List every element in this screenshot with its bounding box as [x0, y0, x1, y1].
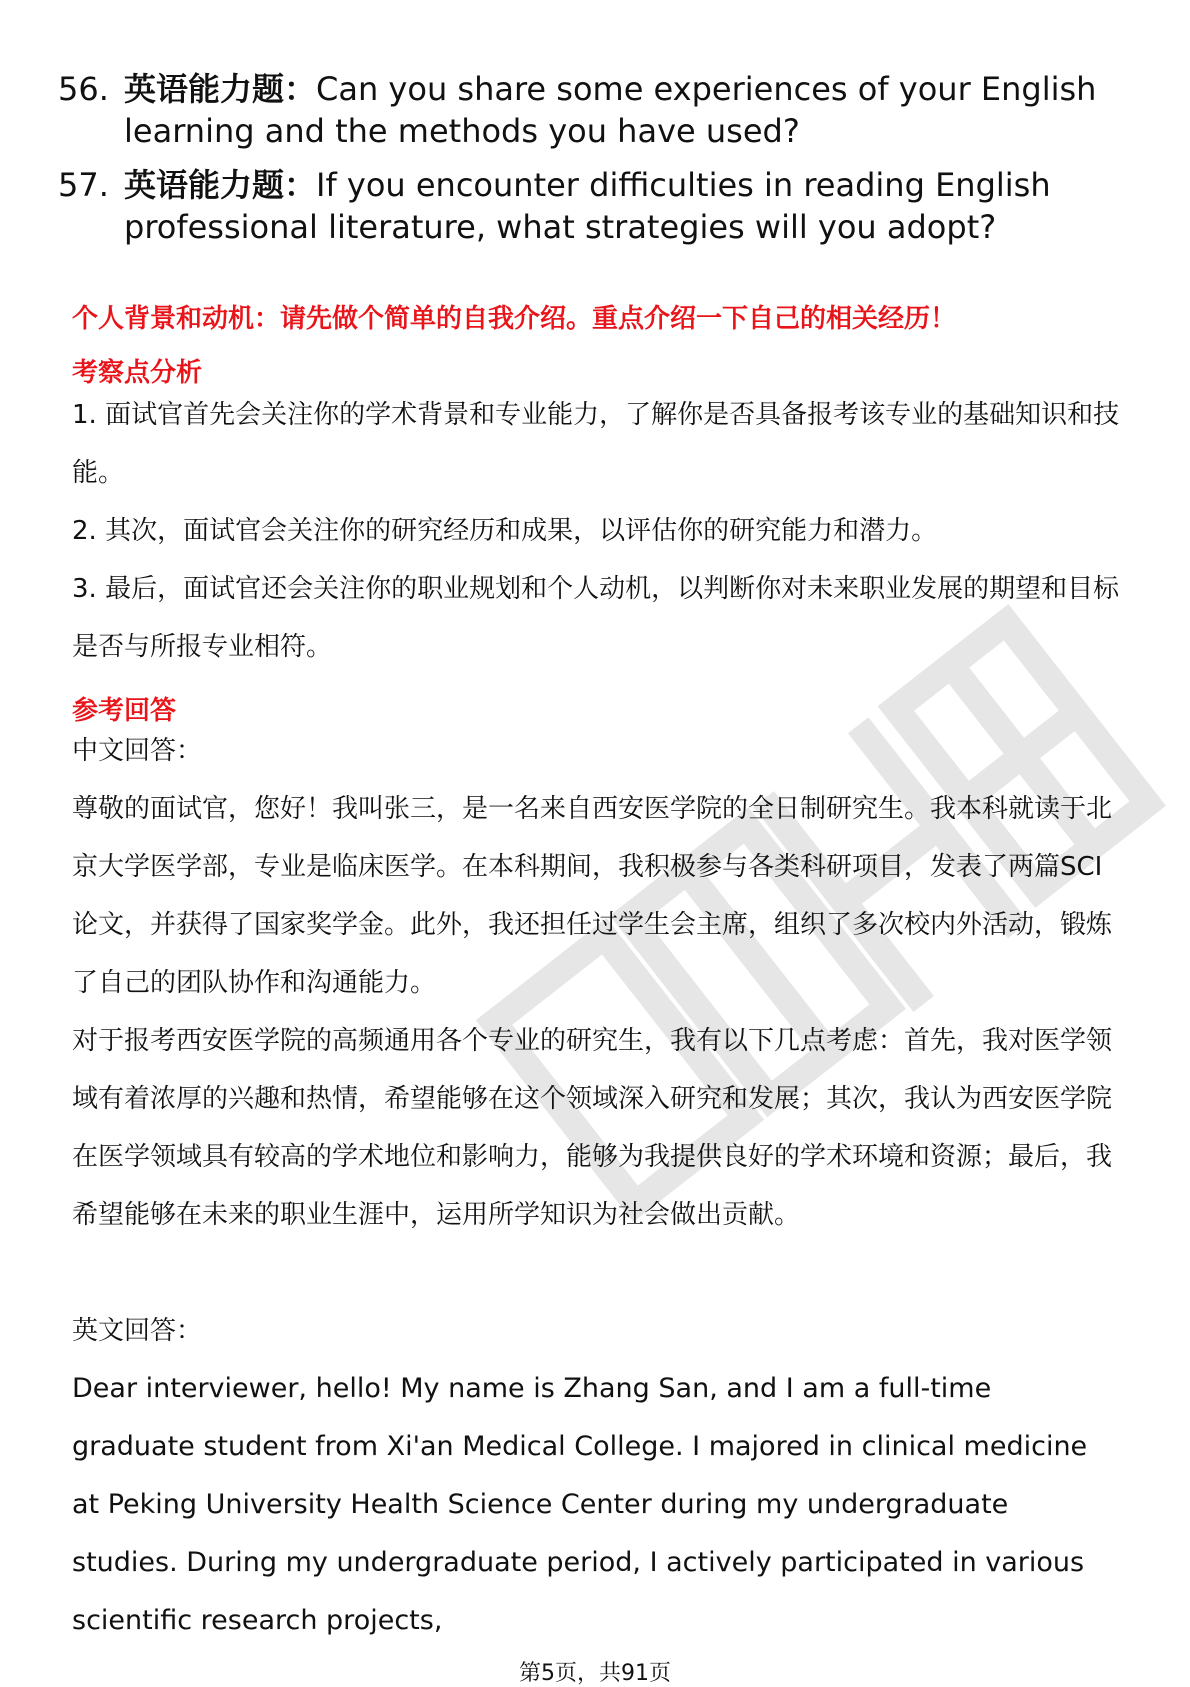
page-footer: 第5页，共91页: [519, 1661, 671, 1686]
question-text: If you encounter difficulties in reading English professional literature, what strategies will you adopt?: [124, 166, 1051, 246]
english-answer-label: 英文回答：: [72, 1316, 203, 1346]
question-57: [58, 164, 1138, 248]
question-tag: 英语能力题：: [124, 166, 317, 204]
question-number: 57.: [58, 166, 109, 204]
reference-title: 参考回答: [72, 696, 177, 726]
chinese-answer-paragraph-1: 尊敬的面试官，您好！我叫张三，是一名来自西安医学院的全日制研究生。我本科就读于北京大学医学部，专业是临床医学。在本科期间，我积极参与各类科研项目，发表了两篇SCI论文，并获得了国家奖学金。此外，我还担任过学生会主席，组织了多次校内外活动，锻炼了自己的团队协作和沟通能力。: [72, 794, 1113, 998]
question-number: 56.: [58, 70, 109, 108]
english-answer-text: Dear interviewer, hello! My name is Zhang San, and I am a full-time graduate student from Xi'an Medical College. I majored in clinical medicine at Peking University Health Science Center during my undergraduate studies. During my undergraduate period, I actively participated in various scientific research projects,: [72, 1373, 1088, 1636]
analysis-title: 考察点分析: [72, 358, 203, 388]
question-text: Can you share some experiences of your English learning and the methods you have used?: [124, 70, 1097, 150]
question-56: [58, 68, 1138, 152]
question-tag: 英语能力题：: [124, 70, 317, 108]
section-heading: 个人背景和动机：请先做个简单的自我介绍。重点介绍一下自己的相关经历！: [72, 304, 957, 334]
chinese-answer-label: 中文回答：: [72, 736, 203, 766]
analysis-point-2: 2. 其次，面试官会关注你的研究经历和成果，以评估你的研究能力和潜力。: [72, 516, 938, 546]
chinese-answer-paragraph-2: 对于报考西安医学院的高频通用各个专业的研究生，我有以下几点考虑：首先，我对医学领域有着浓厚的兴趣和热情，希望能够在这个领域深入研究和发展；其次，我认为西安医学院在医学领域具有较高的学术地位和影响力，能够为我提供良好的学术环境和资源；最后，我希望能够在未来的职业生涯中，运用所学知识为社会做出贡献。: [72, 1026, 1113, 1230]
analysis-point-1: 1. 面试官首先会关注你的学术背景和专业能力，了解你是否具备报考该专业的基础知识和技能。: [72, 400, 1120, 488]
analysis-point-3: 3. 最后，面试官还会关注你的职业规划和个人动机，以判断你对未来职业发展的期望和目标是否与所报专业相符。: [72, 574, 1120, 662]
